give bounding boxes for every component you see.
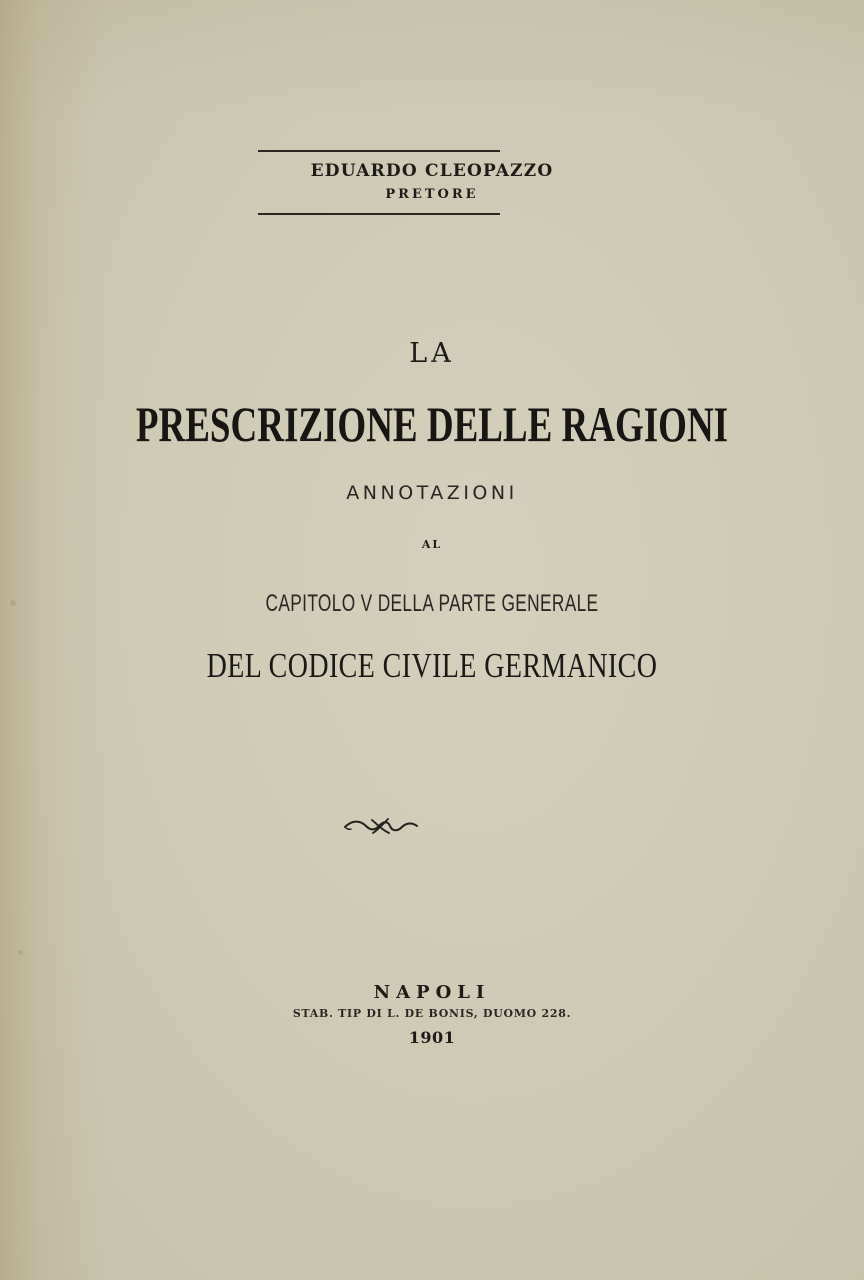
author-role: PRETORE [385,187,479,202]
title-article: LA [409,338,455,369]
bottom-rule [258,213,500,215]
main-title: PRESCRIZIONE DELLE RAGIONI [135,396,729,452]
imprint-city: NAPOLI [373,982,491,1003]
paper-stain [10,600,16,606]
author-name: EDUARDO CLEOPAZZO [310,161,554,181]
top-rule [258,150,500,152]
imprint-year: 1901 [408,1028,456,1047]
paper-stain [18,950,23,955]
imprint-printer: STAB. TIP DI L. DE BONIS, DUOMO 228. [292,1006,572,1020]
subtitle: ANNOTAZIONI [346,482,518,504]
flourish-ornament-icon [342,812,420,840]
chapter-line: CAPITOLO V DELLA PARTE GENERALE [265,590,599,617]
code-line: DEL CODICE CIVILE GERMANICO [206,646,658,685]
connector-text: AL [421,538,443,551]
